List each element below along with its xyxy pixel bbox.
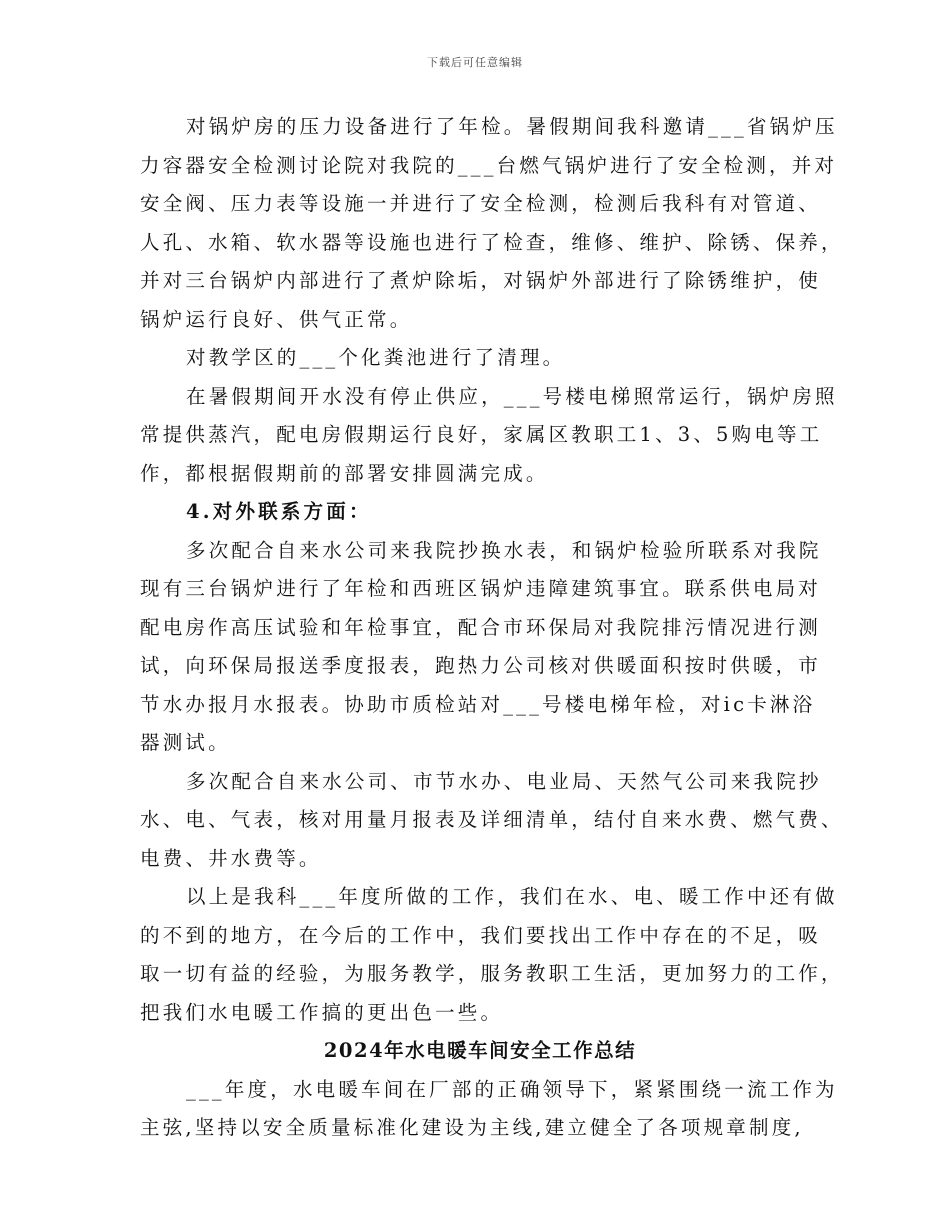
text-line: 多次配合自来水公司、市节水办、电业局、天然气公司来我院抄 <box>186 769 822 793</box>
text-line: 常提供蒸汽，配电房假期运行良好，家属区教职工1、3、5购电等工 <box>140 423 823 446</box>
text-line: 对教学区的___个化粪池进行了清理。 <box>186 346 566 369</box>
text-line: 多次配合自来水公司来我院抄换水表，和锅炉检验所联系对我院 <box>186 538 822 562</box>
text-line: 现有三台锅炉进行了年检和西班区锅炉违障建筑事宜。联系供电局对 <box>140 577 822 600</box>
text-line: 主弦,坚持以安全质量标准化建设为主线,建立健全了各项规章制度, <box>140 1116 804 1139</box>
text-line: 在暑假期间开水没有停止供应，___号楼电梯照常运行，锅炉房照 <box>186 384 838 408</box>
text-line: 作，都根据假期前的部署安排圆满完成。 <box>140 461 549 485</box>
text-line: 以上是我科___年度所做的工作，我们在水、电、暖工作中还有做 <box>186 885 838 908</box>
page-header: 下载后可任意编辑 <box>427 56 523 69</box>
text-line: 节水办报月水报表。协助市质检站对___号楼电梯年检，对ic卡淋浴 <box>140 692 816 716</box>
text-line: 取一切有益的经验，为服务教学，服务教职工生活，更加努力的工作， <box>140 962 844 985</box>
text-line: 锅炉运行良好、供气正常。 <box>140 307 413 331</box>
text-line: 器测试。 <box>140 731 231 754</box>
text-line: 电费、井水费等。 <box>140 846 322 870</box>
text-line: 试，向环保局报送季度报表，跑热力公司核对供暖面积按时供暖，市 <box>140 654 822 677</box>
text-line: 配电房作高压试验和年检事宜，配合市环保局对我院排污情况进行测 <box>140 615 822 639</box>
text-line: 并对三台锅炉内部进行了煮炉除垢，对锅炉外部进行了除锈维护，使 <box>140 269 822 292</box>
text-line: 力容器安全检测讨论院对我院的___台燃气锅炉进行了安全检测，并对 <box>140 153 838 177</box>
text-line: 对锅炉房的压力设备进行了年检。暑假期间我科邀请___省锅炉压 <box>186 115 838 138</box>
text-line: 人孔、水箱、软水器等设施也进行了检查，维修、维护、除锈、保养， <box>140 230 844 254</box>
section-heading: 4.对外联系方面： <box>186 500 372 523</box>
text-line: 的不到的地方，在今后的工作中，我们要找出工作中存在的不足，吸 <box>140 923 822 947</box>
section-title: 2024年水电暖车间安全工作总结 <box>323 1039 637 1062</box>
text-line: 水、电、气表，核对用量月报表及详细清单，结付自来水费、燃气费、 <box>140 808 844 831</box>
text-line: 把我们水电暖工作搞的更出色一些。 <box>140 1000 504 1024</box>
text-line: 安全阀、压力表等设施一并进行了安全检测，检测后我科有对管道、 <box>140 192 822 215</box>
document-body <box>140 108 844 1148</box>
text-line: ___年度，水电暖车间在厂部的正确领导下，紧紧围绕一流工作为 <box>186 1077 838 1101</box>
